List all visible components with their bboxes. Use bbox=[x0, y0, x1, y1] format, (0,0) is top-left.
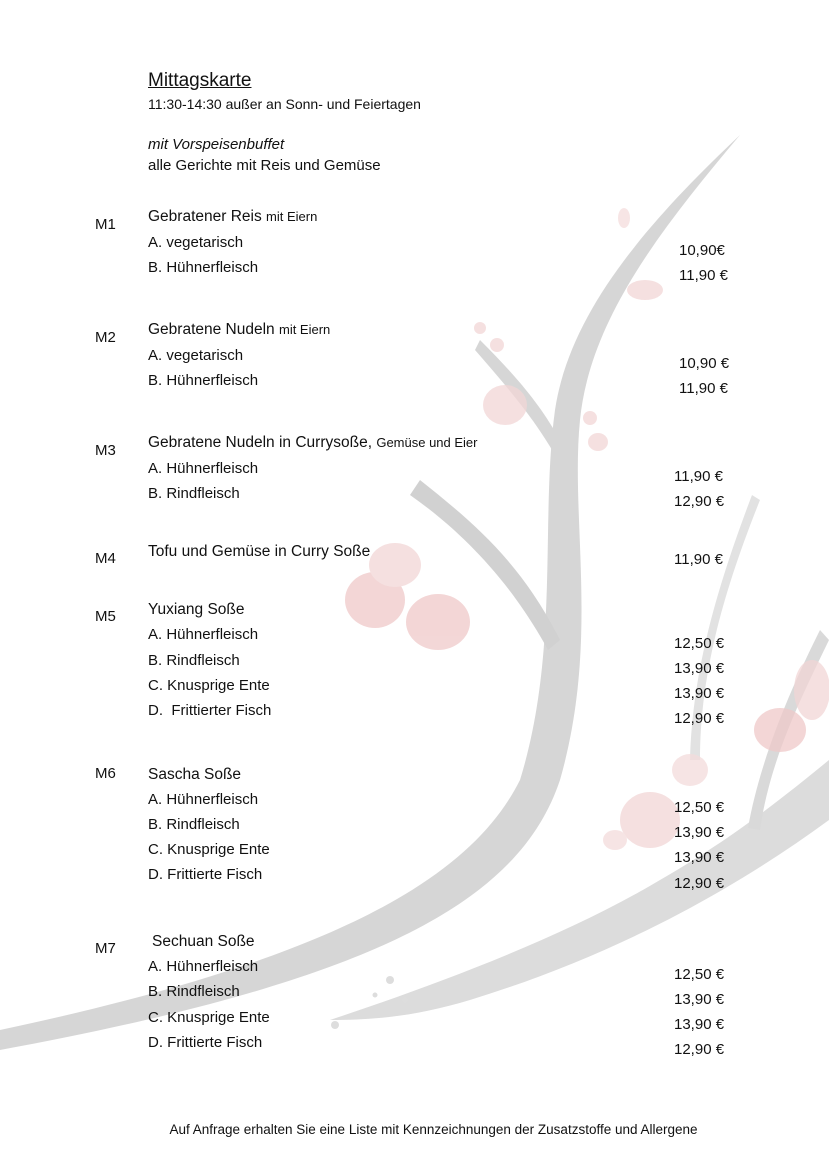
dish-price: 10,90 € bbox=[679, 355, 730, 372]
dish-price: 12,90 € bbox=[674, 710, 725, 727]
allergen-footer-note: Auf Anfrage erhalten Sie eine Liste mit Kennzeichnungen der Zusatzstoffe und Allergene bbox=[169, 1122, 698, 1137]
buffet-note: mit Vorspeisenbuffet bbox=[148, 136, 285, 153]
dish-price: 13,90 € bbox=[674, 660, 725, 677]
dish-option: A. vegetarisch bbox=[148, 234, 244, 251]
dish-option: C. Knusprige Ente bbox=[148, 841, 270, 858]
dish-option: B. Hühnerfleisch bbox=[148, 372, 259, 389]
dish-price: 11,90 € bbox=[679, 380, 728, 397]
blossom-petal bbox=[672, 754, 708, 786]
dish-name: Gebratener Reis mit Eiern bbox=[148, 208, 318, 225]
dish-code: M4 bbox=[95, 550, 116, 567]
blossom-petal bbox=[369, 543, 421, 587]
blossom-petal bbox=[474, 322, 486, 334]
blossom-petal bbox=[754, 708, 806, 752]
dish-price: 12,50 € bbox=[674, 799, 725, 816]
dish-name: Gebratene Nudeln mit Eiern bbox=[148, 321, 331, 338]
blossom-petal bbox=[603, 830, 627, 850]
blossom-petal bbox=[627, 280, 663, 300]
dish-code: M3 bbox=[95, 442, 116, 459]
blossom-petal bbox=[618, 208, 630, 228]
dish-option: A. Hühnerfleisch bbox=[148, 460, 259, 477]
dish-name: Sechuan Soße bbox=[152, 933, 255, 950]
dish-price: 11,90 € bbox=[674, 468, 723, 485]
dish-name: Gebratene Nudeln in Currysoße, Gemüse und Eier bbox=[148, 434, 478, 451]
dish-option: B. Hühnerfleisch bbox=[148, 259, 259, 276]
blossom-petal bbox=[406, 594, 470, 650]
dish-code: M5 bbox=[95, 608, 116, 625]
blossom-petal bbox=[490, 338, 504, 352]
dish-price: 13,90 € bbox=[674, 824, 725, 841]
dish-price: 11,90 € bbox=[679, 267, 728, 284]
dish-price: 12,90 € bbox=[674, 493, 725, 510]
opening-hours: 11:30-14:30 außer an Sonn- und Feiertagen bbox=[148, 96, 421, 112]
dish-price: 11,90 € bbox=[674, 551, 723, 568]
dish-name: Tofu und Gemüse in Curry Soße bbox=[148, 543, 371, 560]
dish-price: 13,90 € bbox=[674, 849, 725, 866]
dish-price: 13,90 € bbox=[674, 1016, 725, 1033]
dish-name: Yuxiang Soße bbox=[148, 601, 245, 618]
dish-code: M6 bbox=[95, 765, 116, 782]
dish-price: 13,90 € bbox=[674, 685, 725, 702]
dish-code: M2 bbox=[95, 329, 116, 346]
page-title: Mittagskarte bbox=[148, 70, 252, 91]
blossom-petal bbox=[588, 433, 608, 451]
dish-option: B. Rindfleisch bbox=[148, 983, 240, 1000]
dish-option: A. Hühnerfleisch bbox=[148, 791, 259, 808]
dish-option: C. Knusprige Ente bbox=[148, 677, 270, 694]
dish-code: M7 bbox=[95, 940, 116, 957]
blossom-petal bbox=[620, 792, 680, 848]
dish-option: D. Frittierte Fisch bbox=[148, 866, 263, 883]
dish-option: B. Rindfleisch bbox=[148, 485, 240, 502]
dish-option: B. Rindfleisch bbox=[148, 816, 240, 833]
blossom-petal bbox=[483, 385, 527, 425]
dish-option: D. Frittierter Fisch bbox=[148, 702, 272, 719]
dish-price: 12,90 € bbox=[674, 1041, 725, 1058]
dish-name: Sascha Soße bbox=[148, 766, 242, 783]
dish-price: 10,90€ bbox=[679, 242, 725, 259]
dish-code: M1 bbox=[95, 216, 116, 233]
dish-price: 12,50 € bbox=[674, 635, 725, 652]
dish-option: B. Rindfleisch bbox=[148, 652, 240, 669]
blossom-petal bbox=[583, 411, 597, 425]
dish-option: A. vegetarisch bbox=[148, 347, 244, 364]
dish-option: A. Hühnerfleisch bbox=[148, 626, 259, 643]
dish-option: D. Frittierte Fisch bbox=[148, 1034, 263, 1051]
dish-price: 12,50 € bbox=[674, 966, 725, 983]
dish-price: 13,90 € bbox=[674, 991, 725, 1008]
dish-option: C. Knusprige Ente bbox=[148, 1009, 270, 1026]
dish-option: A. Hühnerfleisch bbox=[148, 958, 259, 975]
blossom-petal bbox=[794, 660, 829, 720]
dish-price: 12,90 € bbox=[674, 875, 725, 892]
included-note: alle Gerichte mit Reis und Gemüse bbox=[148, 157, 381, 174]
